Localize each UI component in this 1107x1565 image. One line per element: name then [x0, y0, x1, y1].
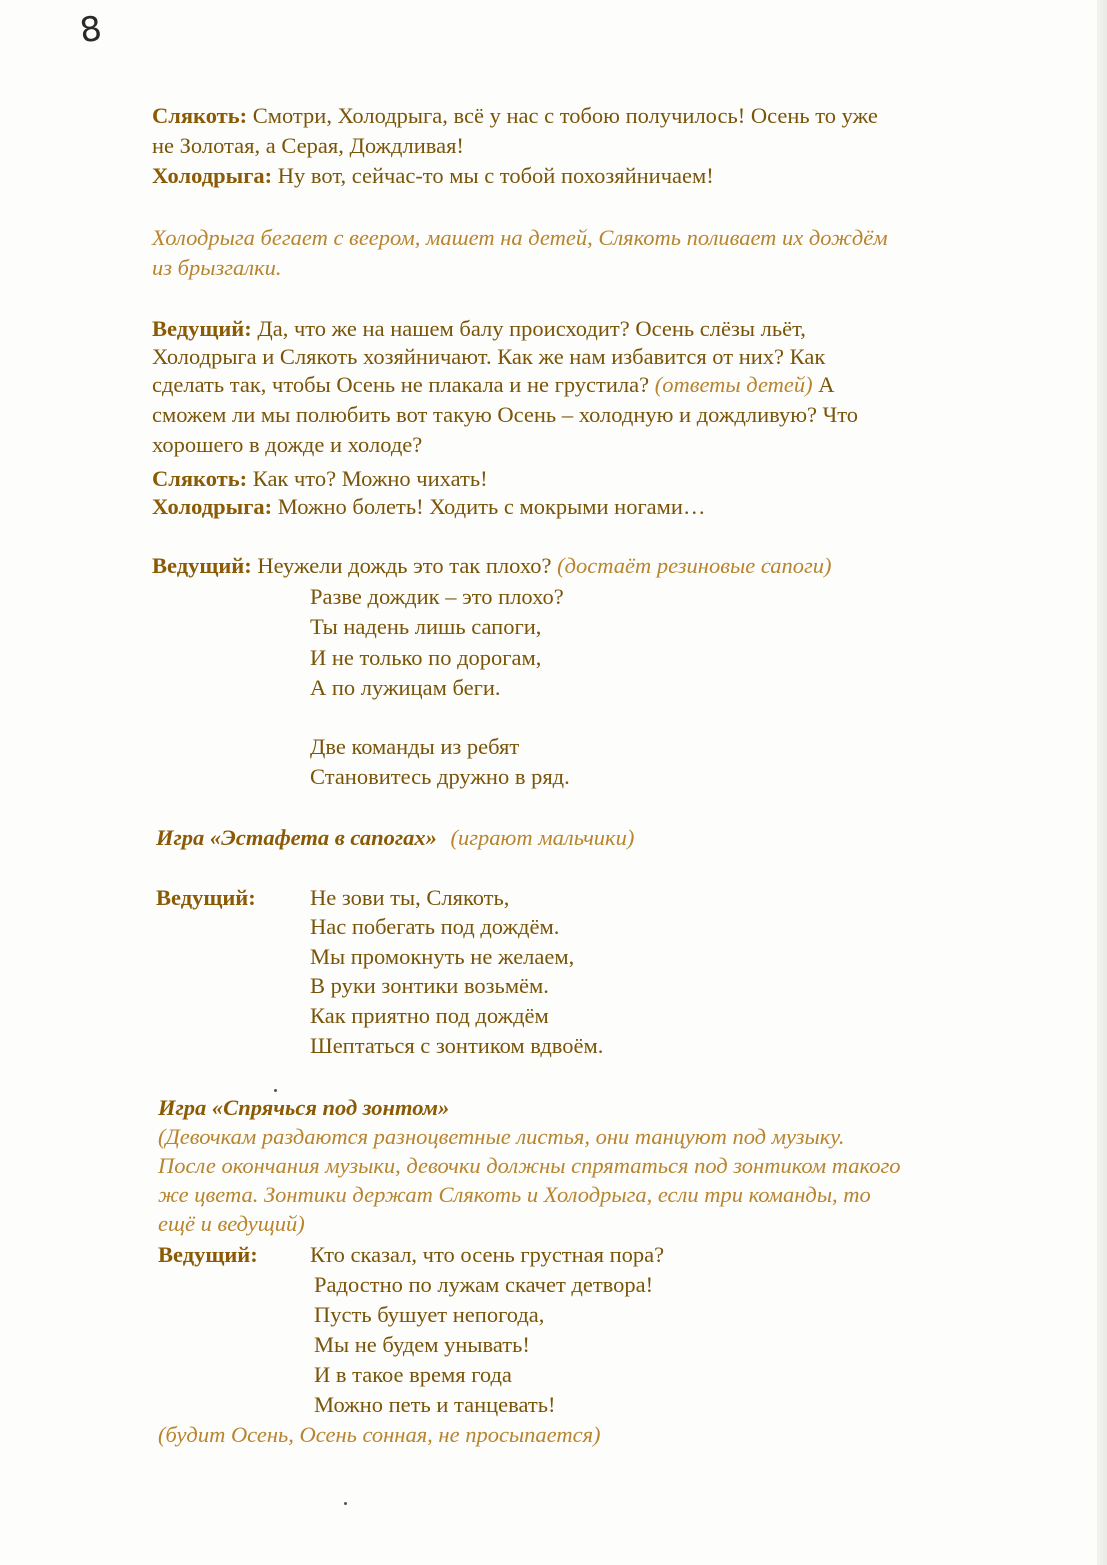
speaker-label: Ведущий: — [152, 553, 252, 578]
speaker-label: Ведущий: — [156, 885, 256, 910]
stage-direction: Холодрыга бегает с веером, машет на детей, Слякоть поливает их дождём — [152, 225, 888, 250]
scan-edge — [1097, 0, 1107, 1565]
dialogue-line — [152, 161, 714, 190]
inline-note: (ответы детей) — [654, 372, 813, 397]
dialogue-line — [152, 492, 705, 521]
speaker-line — [158, 1240, 258, 1269]
verse-line: Становитесь дружно в ряд. — [310, 764, 570, 789]
speaker-label: Слякоть: — [152, 466, 248, 491]
line-text: А — [818, 372, 835, 397]
dialogue-line: сможем ли мы полюбить вот такую Осень – холодную и дождливую? Что — [152, 402, 859, 427]
verse-line: Кто сказал, что осень грустная пора? — [310, 1242, 665, 1267]
line-text: Как что? Можно чихать! — [252, 466, 488, 491]
line-text: Да, что же на нашем балу происходит? Осень слёзы льёт, — [257, 316, 806, 341]
scan-speck — [274, 1089, 277, 1092]
dialogue-line — [152, 370, 835, 399]
verse-line: Шептаться с зонтиком вдвоём. — [310, 1033, 604, 1058]
verse-line: Не зови ты, Слякоть, — [310, 885, 510, 910]
game-heading — [156, 823, 634, 852]
dialogue-line — [152, 551, 832, 580]
verse-line: Пусть бушует непогода, — [314, 1302, 545, 1327]
speaker-line — [156, 883, 256, 912]
speaker-label: Холодрыга: — [152, 494, 273, 519]
line-text: Ну вот, сейчас-то мы с тобой похозяйничаем! — [277, 163, 714, 188]
verse-line: Нас побегать под дождём. — [310, 914, 560, 939]
speaker-label: Ведущий: — [152, 316, 252, 341]
verse-line: Две команды из ребят — [310, 734, 520, 759]
verse-line: А по лужицам беги. — [310, 675, 501, 700]
stage-direction: из брызгалки. — [152, 255, 282, 280]
stage-direction: После окончания музыки, девочки должны спрятаться под зонтиком такого — [158, 1153, 901, 1178]
verse-line: Можно петь и танцевать! — [314, 1392, 556, 1417]
dialogue-line: хорошего в дожде и холоде? — [152, 432, 423, 457]
line-text: Можно болеть! Ходить с мокрыми ногами… — [277, 494, 706, 519]
dialogue-line: Холодрыга и Слякоть хозяйничают. Как же нам избавится от них? Как — [152, 344, 826, 369]
dialogue-line — [152, 314, 806, 343]
verse-line: Мы промокнуть не желаем, — [310, 944, 575, 969]
speaker-label: Холодрыга: — [152, 163, 273, 188]
dialogue-line — [152, 464, 488, 493]
verse-line: Ты надень лишь сапоги, — [310, 614, 542, 639]
stage-direction: же цвета. Зонтики держат Слякоть и Холодрыга, если три команды, то — [158, 1182, 871, 1207]
game-title: Игра «Спрячься под зонтом» — [158, 1095, 450, 1120]
verse-line: Разве дождик – это плохо? — [310, 584, 564, 609]
verse-line: Мы не будем унывать! — [314, 1332, 530, 1357]
line-text: сделать так, чтобы Осень не плакала и не грустила? — [152, 372, 650, 397]
speaker-label: Ведущий: — [158, 1242, 258, 1267]
verse-line: И в такое время года — [314, 1362, 512, 1387]
dialogue-line — [152, 131, 464, 160]
verse-line: В руки зонтики возьмём. — [310, 973, 549, 998]
stage-direction: ещё и ведущий) — [158, 1211, 305, 1236]
line-text: не Золотая, а Серая, Дождливая! — [152, 133, 464, 158]
stage-direction: (Девочкам раздаются разноцветные листья, они танцуют под музыку. — [158, 1124, 845, 1149]
stage-direction: (будит Осень, Осень сонная, не просыпается) — [158, 1422, 601, 1447]
line-text: Неужели дождь это так плохо? — [257, 553, 552, 578]
game-title: Игра «Эстафета в сапогах» — [156, 825, 437, 850]
verse-line: Как приятно под дождём — [310, 1003, 549, 1028]
scan-speck — [344, 1502, 347, 1505]
verse-line: Радостно по лужам скачет детвора! — [314, 1272, 654, 1297]
line-text: Смотри, Холодрыга, всё у нас с тобою получилось! Осень то уже — [252, 103, 878, 128]
page-number-mark: 8 — [77, 8, 105, 52]
game-note: (играют мальчики) — [450, 825, 635, 850]
verse-line: И не только по дорогам, — [310, 645, 542, 670]
speaker-label: Слякоть: — [152, 103, 248, 128]
dialogue-line — [152, 101, 878, 130]
inline-note: (достаёт резиновые сапоги) — [557, 553, 832, 578]
